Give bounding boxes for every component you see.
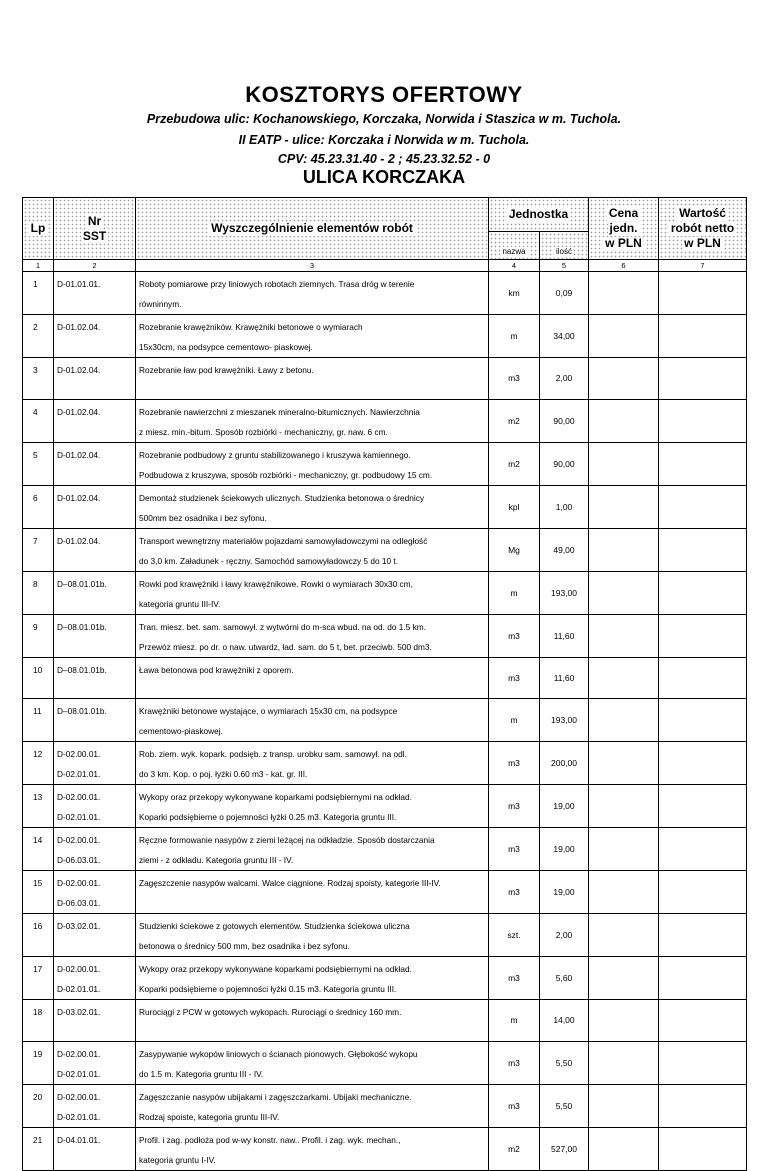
row-sst	[54, 1127, 136, 1170]
row-description	[136, 1000, 489, 1042]
row-unit-price	[589, 828, 659, 871]
cell-line: D-04.01.01.	[57, 1134, 101, 1145]
row-unit: m3	[489, 785, 540, 828]
cell-line: D-02.00.01.	[57, 792, 101, 802]
row-sst	[54, 699, 136, 742]
row-sst	[54, 1084, 136, 1127]
row-net-value	[659, 272, 747, 315]
row-description	[136, 785, 489, 828]
row-sst	[54, 358, 136, 400]
column-number: 3	[136, 260, 489, 272]
row-unit: m3	[489, 1041, 540, 1084]
row-quantity: 193,00	[540, 699, 589, 742]
cell-line: D-01.02.04.	[57, 365, 101, 375]
row-sst	[54, 485, 136, 528]
cell-line: Ręczne formowanie nasypów z ziemi leżącej na odkładzie. Sposób dostarczania	[139, 835, 435, 845]
row-unit-price	[589, 1084, 659, 1127]
row-unit-price	[589, 871, 659, 914]
cell-line: cementowo-piaskowej.	[139, 726, 223, 736]
row-unit-price	[589, 485, 659, 528]
cell-line: D-01.02.04.	[57, 535, 101, 546]
cell-line: kategoria gruntu I-IV.	[139, 1154, 216, 1165]
row-quantity: 2,00	[540, 914, 589, 957]
row-net-value	[659, 571, 747, 614]
table-row	[23, 1041, 747, 1084]
row-quantity: 11,60	[540, 657, 589, 699]
row-sst	[54, 315, 136, 358]
row-unit: m2	[489, 399, 540, 442]
row-unit: m2	[489, 1127, 540, 1170]
table-row	[23, 571, 747, 614]
row-net-value	[659, 957, 747, 1000]
cell-line: D-01.01.01.	[57, 279, 101, 289]
row-sst	[54, 742, 136, 785]
row-unit-price	[589, 914, 659, 957]
table-row	[23, 442, 747, 485]
row-description	[136, 699, 489, 742]
row-description	[136, 871, 489, 914]
row-unit-price	[589, 657, 659, 699]
row-net-value	[659, 1041, 747, 1084]
table-row	[23, 358, 747, 400]
row-unit: Mg	[489, 528, 540, 571]
cell-line: do 3,0 km. Załadunek - ręczny. Samochód samowyładowczy 5 do 10 t.	[139, 555, 399, 566]
row-quantity: 90,00	[540, 399, 589, 442]
cell-line: 500mm bez osadnika i bez syfonu.	[139, 512, 267, 523]
cell-line: D-01.02.04.	[57, 322, 101, 332]
cell-line: D–08.01.01b.	[57, 664, 107, 675]
row-lp: 21	[23, 1127, 54, 1170]
row-unit: m3	[489, 828, 540, 871]
row-sst	[54, 1041, 136, 1084]
row-description	[136, 358, 489, 400]
row-unit: m3	[489, 614, 540, 657]
row-quantity: 11,60	[540, 614, 589, 657]
row-quantity: 5,50	[540, 1084, 589, 1127]
row-quantity: 1,00	[540, 485, 589, 528]
header-lp: Lp	[23, 198, 54, 260]
row-description	[136, 315, 489, 358]
row-description	[136, 1041, 489, 1084]
cell-line: D-02.00.01.	[57, 835, 101, 845]
column-number: 6	[589, 260, 659, 272]
row-description	[136, 914, 489, 957]
row-sst	[54, 871, 136, 914]
cell-line: D-03.02.01.	[57, 921, 101, 931]
row-description	[136, 272, 489, 315]
cell-line: do 3 km. Kop. o poj. łyżki 0.60 m3 - kat. gr. III.	[139, 769, 308, 779]
row-net-value	[659, 657, 747, 699]
row-unit-price	[589, 442, 659, 485]
row-sst	[54, 785, 136, 828]
row-unit-price	[589, 785, 659, 828]
table-row	[23, 528, 747, 571]
cell-line: D-06.03.01.	[57, 898, 101, 908]
column-number: 4	[489, 260, 540, 272]
cost-estimate-table	[22, 197, 747, 1171]
cell-line: Przewóz miesz. po dr. o naw. utwardz, ład. sam. do 5 t, bet. przeciwb. 500 dm3.	[139, 641, 432, 652]
row-net-value	[659, 1127, 747, 1170]
cell-line: Krawężniki betonowe wystające, o wymiarach 15x30 cm, na podsypce	[139, 706, 398, 716]
row-quantity: 49,00	[540, 528, 589, 571]
row-unit-price	[589, 614, 659, 657]
cell-line: kategoria gruntu III-IV.	[139, 598, 221, 609]
row-quantity: 200,00	[540, 742, 589, 785]
row-unit: m	[489, 571, 540, 614]
row-unit: m	[489, 699, 540, 742]
row-sst	[54, 828, 136, 871]
table-row	[23, 485, 747, 528]
row-unit: m	[489, 1000, 540, 1042]
cell-line: D-02.00.01.	[57, 964, 101, 974]
row-sst	[54, 914, 136, 957]
table-row	[23, 1000, 747, 1042]
cell-line: D–08.01.01b.	[57, 706, 107, 716]
header-unit-qty: ilość	[540, 232, 589, 260]
cell-line: Rozebranie ław pod krawężniki. Ławy z betonu.	[139, 365, 314, 375]
row-sst	[54, 657, 136, 699]
row-quantity: 14,00	[540, 1000, 589, 1042]
table-row	[23, 785, 747, 828]
cell-line: D-02.00.01.	[57, 749, 101, 759]
row-lp: 11	[23, 699, 54, 742]
cell-line: D-01.02.04.	[57, 492, 101, 503]
column-number: 1	[23, 260, 54, 272]
row-unit: m	[489, 315, 540, 358]
cell-line: Wykopy oraz przekopy wykonywane koparkami podsiębiernymi na odkład.	[139, 964, 412, 974]
cell-line: Transport wewnętrzny materiałów pojazdami samowyładowczymi na odległość	[139, 535, 428, 546]
table-row	[23, 742, 747, 785]
row-lp: 1	[23, 272, 54, 315]
cell-line: Profil. i zag. podłoża pod w-wy konstr. naw.. Profil. i zag. wyk. mechan.,	[139, 1134, 401, 1145]
row-net-value	[659, 828, 747, 871]
row-lp: 14	[23, 828, 54, 871]
cell-line: D-02.00.01.	[57, 1091, 101, 1102]
row-lp: 8	[23, 571, 54, 614]
row-description	[136, 571, 489, 614]
row-net-value	[659, 871, 747, 914]
row-lp: 18	[23, 1000, 54, 1042]
row-description	[136, 442, 489, 485]
row-quantity: 90,00	[540, 442, 589, 485]
row-unit: kpl	[489, 485, 540, 528]
table-row	[23, 272, 747, 315]
cell-line: ziemi - z odkładu. Kategoria gruntu III - IV.	[139, 855, 294, 865]
header-description: Wyszczególnienie elementów robót	[136, 198, 489, 260]
row-unit: m2	[489, 442, 540, 485]
row-lp: 9	[23, 614, 54, 657]
cell-line: z miesz. min.-bitum. Sposób rozbiórki - mechaniczny, gr. naw. 6 cm.	[139, 426, 388, 437]
row-unit-price	[589, 399, 659, 442]
table-row	[23, 914, 747, 957]
row-net-value	[659, 399, 747, 442]
row-sst	[54, 957, 136, 1000]
table-row	[23, 871, 747, 914]
table-row	[23, 1084, 747, 1127]
row-quantity: 5,50	[540, 1041, 589, 1084]
cell-line: Wykopy oraz przekopy wykonywane koparkami podsiębiernymi na odkład.	[139, 792, 412, 802]
row-sst	[54, 571, 136, 614]
row-unit: szt.	[489, 914, 540, 957]
cell-line: D–08.01.01b.	[57, 621, 107, 632]
table-row	[23, 315, 747, 358]
row-lp: 4	[23, 399, 54, 442]
row-unit-price	[589, 1000, 659, 1042]
cell-line: Rozebranie nawierzchni z mieszanek mineralno-bitumicznych. Nawierzchnia	[139, 406, 420, 417]
row-unit: m3	[489, 657, 540, 699]
header-sst: Nr SST	[54, 198, 136, 260]
table-row	[23, 399, 747, 442]
cell-line: D-01.02.04.	[57, 406, 101, 417]
column-number: 2	[54, 260, 136, 272]
row-unit-price	[589, 571, 659, 614]
cell-line: do 1.5 m. Kategoria gruntu III - IV.	[139, 1068, 264, 1079]
cell-line: Rozebranie podbudowy z gruntu stabilizowanego i kruszywa kamiennego.	[139, 449, 411, 460]
row-description	[136, 828, 489, 871]
cell-line: betonowa o średnicy 500 mm, bez osadnika i bez syfonu.	[139, 941, 350, 951]
row-description	[136, 742, 489, 785]
document-title: KOSZTORYS OFERTOWY	[245, 82, 523, 107]
cell-line: D-02.01.01.	[57, 769, 101, 779]
row-net-value	[659, 1084, 747, 1127]
row-lp: 20	[23, 1084, 54, 1127]
row-quantity: 19,00	[540, 828, 589, 871]
row-quantity: 0,09	[540, 272, 589, 315]
row-unit-price	[589, 1127, 659, 1170]
row-lp: 12	[23, 742, 54, 785]
row-unit-price	[589, 315, 659, 358]
row-description	[136, 1127, 489, 1170]
row-net-value	[659, 614, 747, 657]
table-row	[23, 657, 747, 699]
row-description	[136, 485, 489, 528]
table-row	[23, 614, 747, 657]
row-description	[136, 614, 489, 657]
row-net-value	[659, 1000, 747, 1042]
row-lp: 19	[23, 1041, 54, 1084]
row-net-value	[659, 485, 747, 528]
row-quantity: 527,00	[540, 1127, 589, 1170]
row-lp: 16	[23, 914, 54, 957]
cell-line: D-02.01.01.	[57, 1068, 101, 1079]
cell-line: Studzienki ściekowe z gotowych elementów. Studzienka ściekowa uliczna	[139, 921, 410, 931]
row-unit: m3	[489, 871, 540, 914]
row-unit-price	[589, 272, 659, 315]
row-net-value	[659, 528, 747, 571]
cell-line: D-03.02.01.	[57, 1007, 101, 1017]
row-lp: 5	[23, 442, 54, 485]
header-unit-price: Cena jedn. w PLN	[589, 198, 659, 260]
row-lp: 3	[23, 358, 54, 400]
row-net-value	[659, 315, 747, 358]
row-unit: m3	[489, 1084, 540, 1127]
row-lp: 13	[23, 785, 54, 828]
row-unit-price	[589, 742, 659, 785]
row-net-value	[659, 914, 747, 957]
row-net-value	[659, 785, 747, 828]
cell-line: Zagęszczenie nasypów walcami. Walce ciągnione. Rodzaj spoisty, kategorie III-IV.	[139, 878, 441, 888]
cell-line: Ława betonowa pod krawężniki z oporem.	[139, 664, 294, 675]
street-heading: ULICA KORCZAKA	[302, 167, 466, 187]
row-unit: m3	[489, 358, 540, 400]
cell-line: Rob. ziem. wyk. kopark. podsięb. z transp. urobku sam. samowył. na odl.	[139, 749, 407, 759]
row-sst	[54, 442, 136, 485]
row-quantity: 19,00	[540, 871, 589, 914]
table-row	[23, 957, 747, 1000]
cell-line: Tran. miesz. bet. sam. samowył. z wytwórni do m-sca wbud. na od. do 1.5 km.	[139, 621, 426, 632]
row-unit-price	[589, 528, 659, 571]
row-description	[136, 399, 489, 442]
cell-line: Rowki pod krawężniki i ławy krawężnikowe. Rowki o wymiarach 30x30 cm,	[139, 578, 413, 589]
cell-line: D-02.01.01.	[57, 1111, 101, 1122]
row-unit-price	[589, 957, 659, 1000]
table-row	[23, 1127, 747, 1170]
cell-line: Podbudowa z kruszywa, sposób rozbiórki - mechaniczny, gr. podbudowy 15 cm.	[139, 469, 433, 480]
cell-line: Zasypywanie wykopów liniowych o ścianach pionowych. Głębokość wykopu	[139, 1048, 418, 1059]
row-unit: km	[489, 272, 540, 315]
row-quantity: 2,00	[540, 358, 589, 400]
row-sst	[54, 614, 136, 657]
row-lp: 7	[23, 528, 54, 571]
row-lp: 2	[23, 315, 54, 358]
row-unit: m3	[489, 742, 540, 785]
column-number-row	[23, 260, 747, 272]
row-unit: m3	[489, 957, 540, 1000]
row-description	[136, 957, 489, 1000]
cpv-codes: CPV: 45.23.31.40 - 2 ; 45.23.32.52 - 0	[277, 152, 491, 166]
header-unit: Jednostka	[489, 198, 589, 232]
project-subtitle: Przebudowa ulic: Kochanowskiego, Korczaka, Norwida i Staszica w m. Tuchola.	[146, 112, 622, 126]
cell-line: Roboty pomiarowe przy liniowych robotach ziemnych. Trasa dróg w terenie	[139, 279, 415, 289]
cell-line: Rodzaj spoiste, kategoria gruntu III-IV.	[139, 1111, 280, 1122]
row-unit-price	[589, 358, 659, 400]
row-sst	[54, 399, 136, 442]
row-net-value	[659, 699, 747, 742]
cell-line: D-06.03.01.	[57, 855, 101, 865]
row-unit-price	[589, 1041, 659, 1084]
row-unit-price	[589, 699, 659, 742]
row-sst	[54, 528, 136, 571]
cell-line: Koparki podsiębierne o pojemności łyżki 0.25 m3. Kategoria gruntu III.	[139, 812, 397, 822]
row-sst	[54, 1000, 136, 1042]
table-row	[23, 828, 747, 871]
row-net-value	[659, 358, 747, 400]
row-quantity: 19,00	[540, 785, 589, 828]
row-net-value	[659, 442, 747, 485]
row-description	[136, 657, 489, 699]
cell-line: D-02.01.01.	[57, 984, 101, 994]
cell-line: 15x30cm, na podsypce cementowo- piaskowej.	[139, 342, 313, 352]
row-lp: 17	[23, 957, 54, 1000]
row-sst	[54, 272, 136, 315]
row-quantity: 193,00	[540, 571, 589, 614]
cell-line: Demontaż studzienek ściekowych ulicznych. Studzienka betonowa o średnicy	[139, 492, 425, 503]
column-number: 7	[659, 260, 747, 272]
cell-line: Koparki podsiębierne o pojemności łyżki 0.15 m3. Kategoria gruntu III.	[139, 984, 397, 994]
header-unit-name: nazwa	[489, 232, 540, 260]
row-description	[136, 528, 489, 571]
cell-line: Rozebranie krawężników. Krawężniki betonowe o wymiarach	[139, 322, 363, 332]
cell-line: D–08.01.01b.	[57, 578, 107, 589]
cell-line: równinnym.	[139, 299, 182, 309]
table-row	[23, 699, 747, 742]
cell-line: D-01.02.04.	[57, 449, 101, 460]
row-description	[136, 1084, 489, 1127]
cell-line: D-02.00.01.	[57, 1048, 101, 1059]
row-quantity: 34,00	[540, 315, 589, 358]
cell-line: Zagęszczanie nasypów ubijakami i zagęszczarkami. Ubijaki mechaniczne.	[139, 1091, 412, 1102]
header-net-value: Wartość robót netto w PLN	[659, 198, 747, 260]
cell-line: D-02.01.01.	[57, 812, 101, 822]
column-number: 5	[540, 260, 589, 272]
cell-line: D-02.00.01.	[57, 878, 101, 888]
row-lp: 10	[23, 657, 54, 699]
row-quantity: 5,60	[540, 957, 589, 1000]
row-lp: 6	[23, 485, 54, 528]
row-net-value	[659, 742, 747, 785]
cell-line: Rurociągi z PCW w gotowych wykopach. Rurociągi o średnicy 160 mm.	[139, 1007, 402, 1017]
stage-subtitle: II EATP - ulice: Korczaka i Norwida w m. Tuchola.	[238, 133, 530, 147]
row-lp: 15	[23, 871, 54, 914]
